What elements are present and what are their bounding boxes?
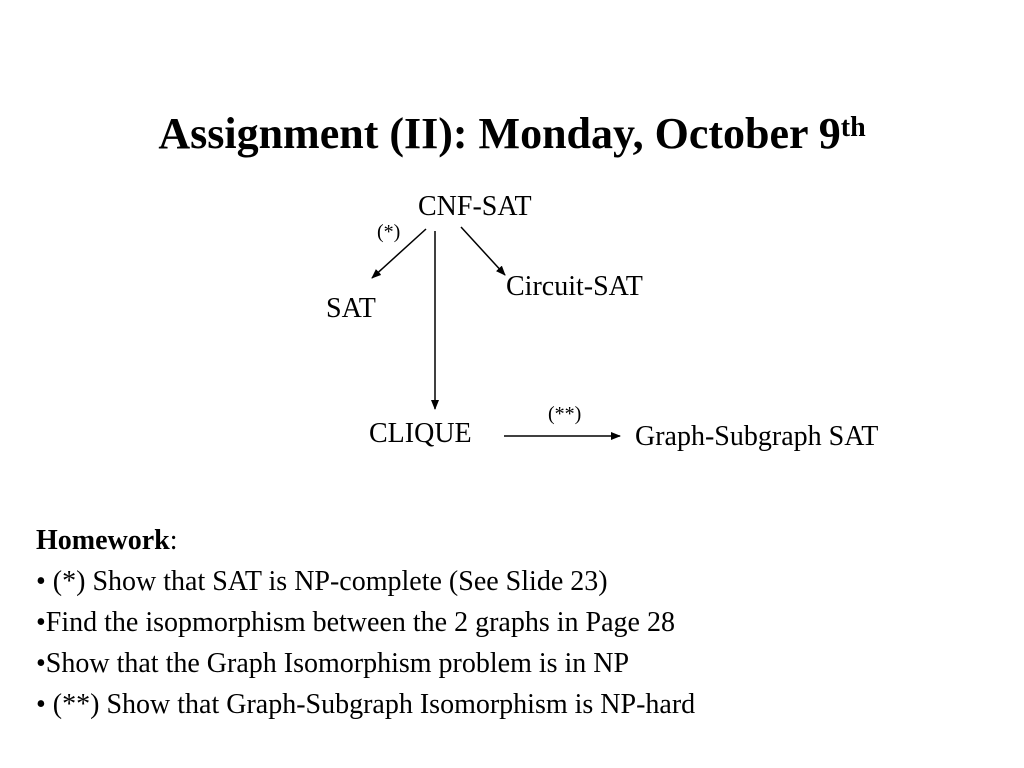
homework-heading-text: Homework: [36, 525, 170, 556]
homework-item: •Show that the Graph Isomorphism problem is in NP: [36, 648, 630, 679]
homework-item: •Find the isopmorphism between the 2 graphs in Page 28: [36, 607, 675, 638]
node-graph-subgraph-sat: Graph-Subgraph SAT: [635, 421, 879, 452]
node-cnf-sat: CNF-SAT: [418, 191, 532, 222]
edge-label-clique-to-graph-subgraph: (**): [548, 403, 582, 425]
node-clique: CLIQUE: [369, 418, 472, 449]
slide-title-text: Assignment (II): Monday, October 9: [158, 109, 841, 158]
homework-item: • (*) Show that SAT is NP-complete (See Slide 23): [36, 566, 608, 597]
edge-label-cnf-to-sat: (*): [377, 221, 401, 243]
homework-section: [36, 520, 695, 725]
homework-heading-colon: :: [169, 525, 178, 556]
node-circuit-sat: Circuit-SAT: [506, 271, 643, 302]
slide-title-superscript: th: [840, 112, 866, 143]
homework-heading: [36, 520, 695, 561]
homework-item: • (**) Show that Graph-Subgraph Isomorphism is NP-hard: [36, 689, 696, 720]
node-sat: SAT: [326, 293, 376, 324]
edge-cnf-sat-to-circuit-sat: [461, 227, 505, 275]
